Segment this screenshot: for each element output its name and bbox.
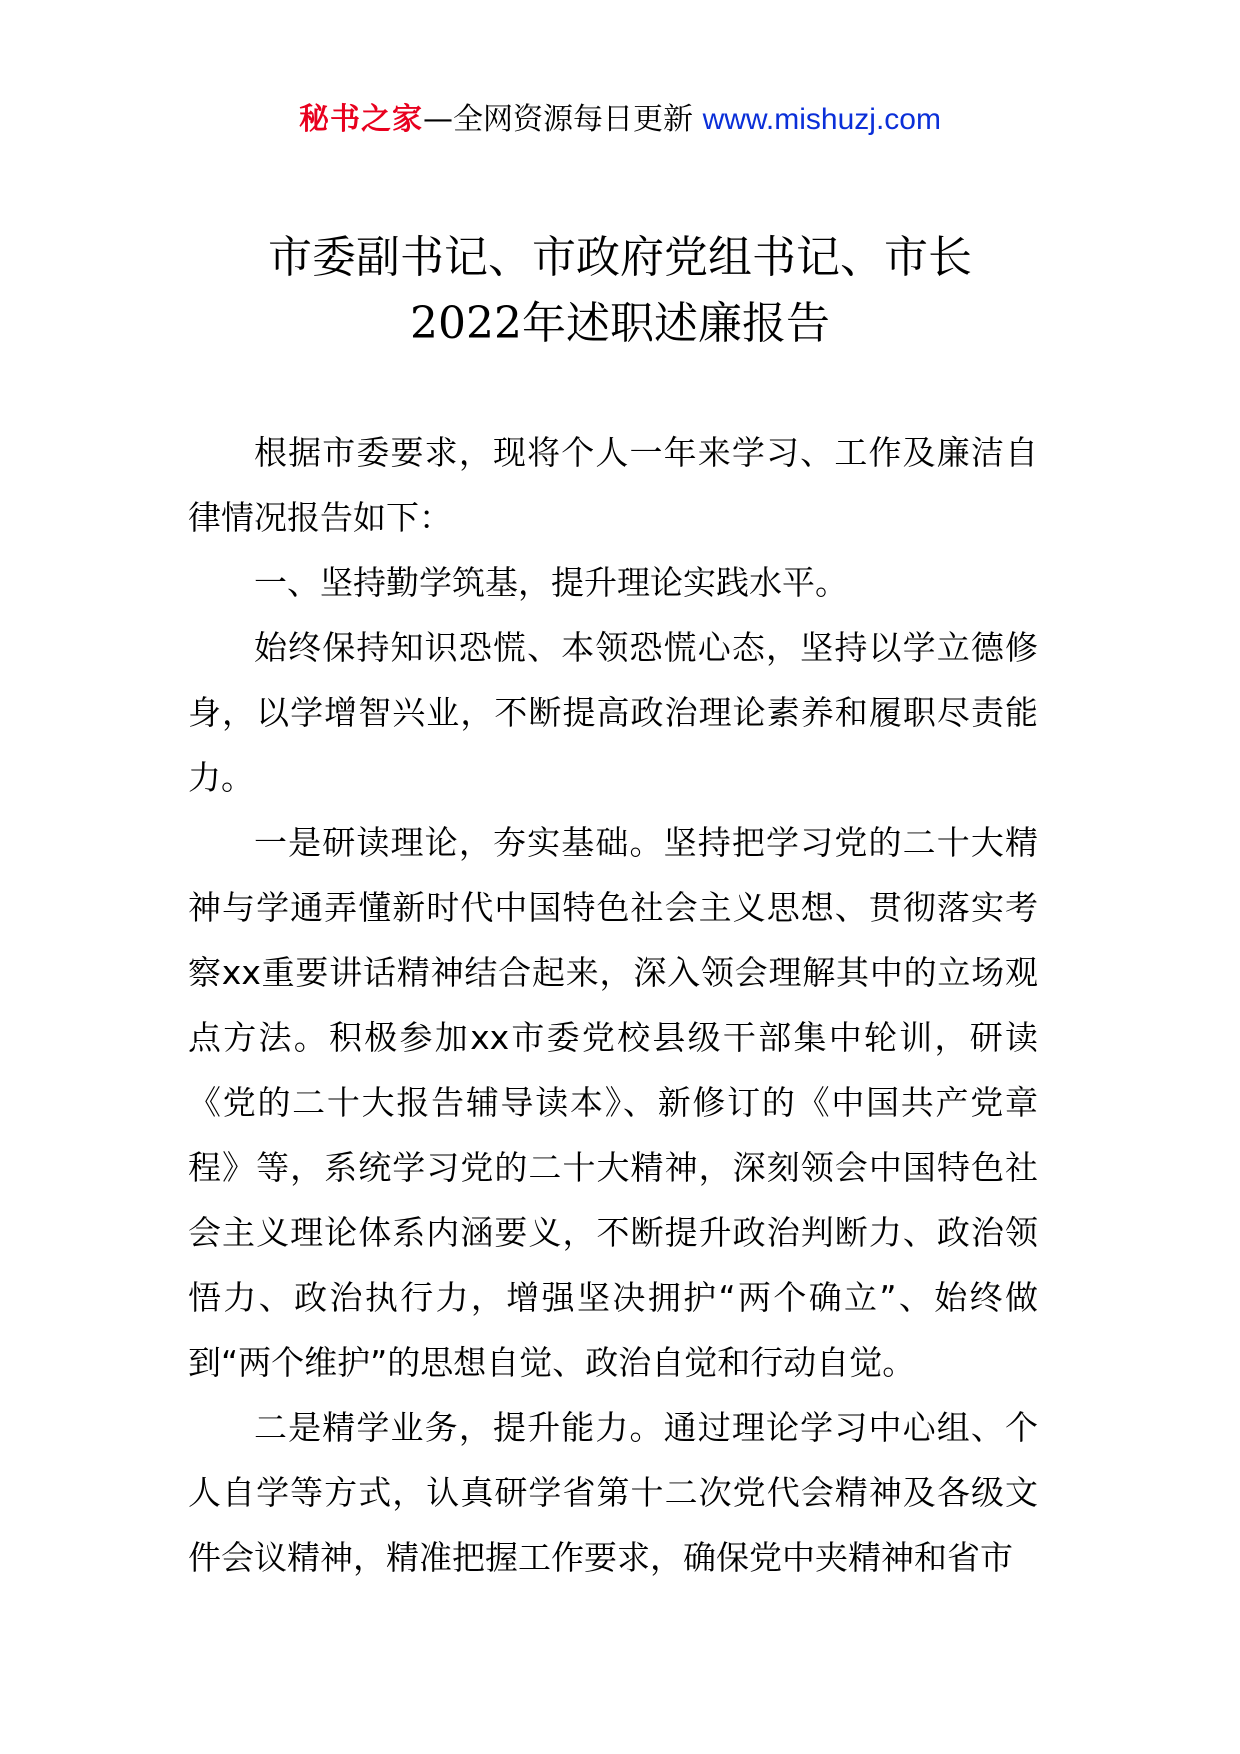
section-heading-1: 一、坚持勤学筑基，提升理论实践水平。: [254, 563, 848, 602]
document-title: [0, 225, 1240, 357]
document-body: [188, 420, 1038, 1590]
title-line-2: 2022年述职述廉报告: [410, 298, 830, 349]
site-brand: 秘书之家: [299, 102, 424, 137]
site-url-link[interactable]: www.mishuzj.com: [702, 103, 941, 136]
paragraph: 始终保持知识恐慌、本领恐慌心态，坚持以学立德修身，以学增智兴业，不断提高政治理论素养和履职尽责能力。: [188, 628, 1038, 797]
paragraph-intro: 根据市委要求，现将个人一年来学习、工作及廉洁自律情况报告如下：: [188, 433, 1038, 537]
site-tagline: —全网资源每日更新: [423, 102, 703, 137]
title-line-1: 市委副书记、市政府党组书记、市长: [268, 232, 972, 283]
paragraph: 二是精学业务，提升能力。通过理论学习中心组、个人自学等方式，认真研学省第十二次党代会精神及各级文件会议精神，精准把握工作要求，确保党中夹精神和省市: [188, 1408, 1038, 1577]
paragraph: 一是研读理论，夯实基础。坚持把学习党的二十大精神与学通弄懂新时代中国特色社会主义思想、贯彻落实考察xx重要讲话精神结合起来，深入领会理解其中的立场观点方法。积极参加xx市委党校县级干部集中轮训，研读《党的二十大报告辅导读本》、新修订的《中国共产党章程》等，系统学习党的二十大精神，深刻领会中国特色社会主义理论体系内涵要义，不断提升政治判断力、政治领悟力、政治执行力，增强坚决拥护“两个确立”、始终做到“两个维护”的思想自觉、政治自觉和行动自觉。: [188, 823, 1038, 1382]
site-header: [0, 100, 1240, 140]
